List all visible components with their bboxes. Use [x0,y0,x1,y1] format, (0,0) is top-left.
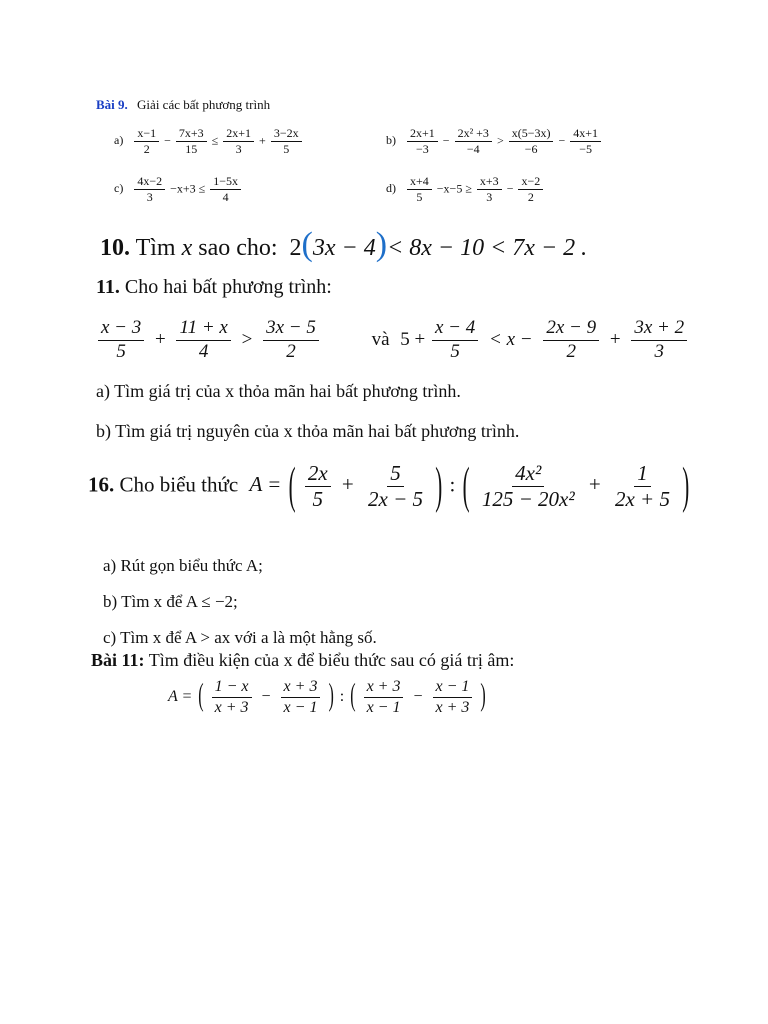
numerator: 4x+1 [570,127,601,142]
fraction [407,175,432,204]
problem-text: Tìm [135,235,176,261]
lead-coefficient: 2 [289,235,302,261]
numerator: 4x² [512,462,544,487]
numerator: x − 4 [432,318,478,341]
operator: − [442,133,450,148]
denominator: 2x + 5 [614,487,670,512]
problem-16-part-c: c) Tìm x để A > ax với a là một hằng số. [103,628,377,647]
problem-16-part-b: b) Tìm x để A ≤ −2; [103,592,238,611]
numerator: x − 3 [98,318,144,341]
fraction [223,127,254,156]
bai11-heading [91,650,514,671]
conjunction: và [371,328,390,350]
denominator: x − 1 [283,698,318,716]
expression-lhs: A = [168,687,193,705]
numerator: 3−2x [271,127,302,142]
operator: − [558,133,566,148]
fraction [212,678,252,716]
denominator: −4 [466,142,480,157]
fraction [364,678,404,716]
bai9-item-d [386,175,545,204]
numerator: 2x [305,462,331,487]
expression-middle: −x+3 ≤ [170,181,206,196]
numerator: 1−5x [210,175,241,190]
problem-10 [100,226,587,264]
fraction [210,175,241,204]
numerator: x(5−3x) [509,127,554,142]
numerator: 2x+1 [407,127,438,142]
fraction [432,318,478,363]
denominator: 5 [416,190,423,205]
relation: < x − [489,328,533,350]
paren-open: ( [350,679,356,714]
numerator: 1 − x [212,678,252,698]
expression-lead: 5 + [400,328,426,350]
numerator: 2x − 9 [543,318,599,341]
denominator: 2x − 5 [368,487,423,512]
numerator: 1 [634,462,651,487]
paren-open: ( [198,679,204,714]
fraction [281,678,321,716]
bai11-label: Bài 11: [91,650,145,670]
bai9-item-a [114,127,304,156]
numerator: 3x + 2 [631,318,687,341]
variable: x [181,235,193,261]
denominator: 2 [566,340,576,362]
item-label: c) [114,181,124,196]
numerator: 4x−2 [134,175,165,190]
denominator: x − 1 [366,698,401,716]
bai9-heading [96,97,270,113]
denominator: 3 [235,142,242,157]
paren-close: ) [682,456,690,515]
denominator: 5 [116,340,126,362]
denominator: 4 [198,340,209,362]
fraction [407,127,438,156]
paren-open: ( [462,456,470,515]
problem-11-inequalities [96,318,689,363]
bai9-label: Bài 9. [96,97,128,112]
numerator: 11 + x [176,318,230,341]
fraction [134,175,165,204]
fraction [543,318,599,363]
operator: + [588,472,601,497]
paren-close: ) [435,456,443,515]
operator: + [609,328,621,350]
denominator: 2 [527,190,534,205]
bai9-item-c [114,175,243,204]
operator: + [155,328,166,350]
denominator: −5 [579,142,593,157]
denominator: x + 3 [435,698,470,716]
fraction [176,318,230,363]
denominator: 5 [312,487,323,512]
problem-11-heading [96,276,332,299]
numerator: x−2 [518,175,543,190]
handwritten-paren-close: ) [375,226,388,263]
denominator: 2 [286,340,296,362]
relation: ≤ [211,133,219,148]
handwritten-paren-open: ( [301,226,313,263]
fraction [263,318,319,363]
bai9-title: Giải các bất phương trình [137,97,271,112]
problem-number: 11. [96,276,120,298]
fraction [509,127,554,156]
division-sign: : [339,687,345,705]
problem-11-part-b: b) Tìm giá trị nguyên của x thỏa mãn hai bất phương trình. [96,421,520,441]
problem-16 [88,456,691,515]
denominator: 125 − 20x² [481,487,575,512]
denominator: 2 [143,142,150,157]
item-label: b) [386,133,396,148]
denominator: −6 [524,142,538,157]
numerator: 5 [387,462,404,487]
numerator: x+3 [477,175,502,190]
problem-number: 10. [100,235,130,261]
operator: + [259,133,266,148]
inequality-rest: < 8x − 10 < 7x − 2 . [387,235,588,261]
fraction [631,318,687,363]
relation: > [496,133,504,148]
fraction [518,175,543,204]
operator: − [413,687,423,705]
paren-close: ) [480,679,486,714]
fraction [479,462,578,511]
denominator: 3 [654,340,664,362]
item-label: d) [386,181,396,196]
operator: − [164,133,171,148]
bai9-item-b [386,127,603,156]
bai11-text: Tìm điều kiện của x để biểu thức sau có giá trị âm: [148,650,515,670]
problem-title: Cho hai bất phương trình: [124,276,332,298]
denominator: x + 3 [214,698,249,716]
problem-11-part-a: a) Tìm giá trị của x thỏa mãn hai bất phương trình. [96,381,461,401]
fraction [271,127,302,156]
bai11-expression [168,678,488,716]
fraction [305,462,331,511]
denominator: 5 [283,142,290,157]
numerator: x + 3 [281,678,321,698]
fraction [570,127,601,156]
numerator: 2x+1 [223,127,254,142]
expression-lhs: A = [249,472,282,497]
denominator: 3 [486,190,493,205]
numerator: x − 1 [433,678,473,698]
problem-text-2: sao cho: [198,235,278,261]
problem-title: Cho biểu thức [119,472,239,497]
inner-expression: 3x − 4 [312,235,376,261]
numerator: 3x − 5 [263,318,319,341]
fraction [365,462,426,511]
problem-16-part-a: a) Rút gọn biểu thức A; [103,556,263,575]
numerator: x+4 [407,175,432,190]
numerator: x + 3 [364,678,404,698]
paren-close: ) [328,679,334,714]
denominator: 4 [222,190,229,205]
denominator: −3 [416,142,429,157]
problem-number: 16. [88,472,115,497]
fraction [176,127,207,156]
fraction [612,462,673,511]
numerator: 7x+3 [176,127,207,142]
denominator: 15 [185,142,198,157]
fraction [433,678,473,716]
expression-middle: −x−5 ≥ [436,181,472,196]
numerator: 2x² +3 [455,127,492,142]
operator: + [341,472,354,497]
paren-open: ( [288,456,296,515]
division-sign: : [449,472,456,497]
item-label: a) [114,133,124,148]
fraction [134,127,159,156]
denominator: 5 [450,340,460,362]
fraction [477,175,502,204]
denominator: 3 [146,190,153,205]
fraction [98,318,144,363]
fraction [455,127,492,156]
relation: > [241,328,253,350]
numerator: x−1 [134,127,159,142]
operator: − [261,687,271,705]
operator: − [506,181,514,196]
